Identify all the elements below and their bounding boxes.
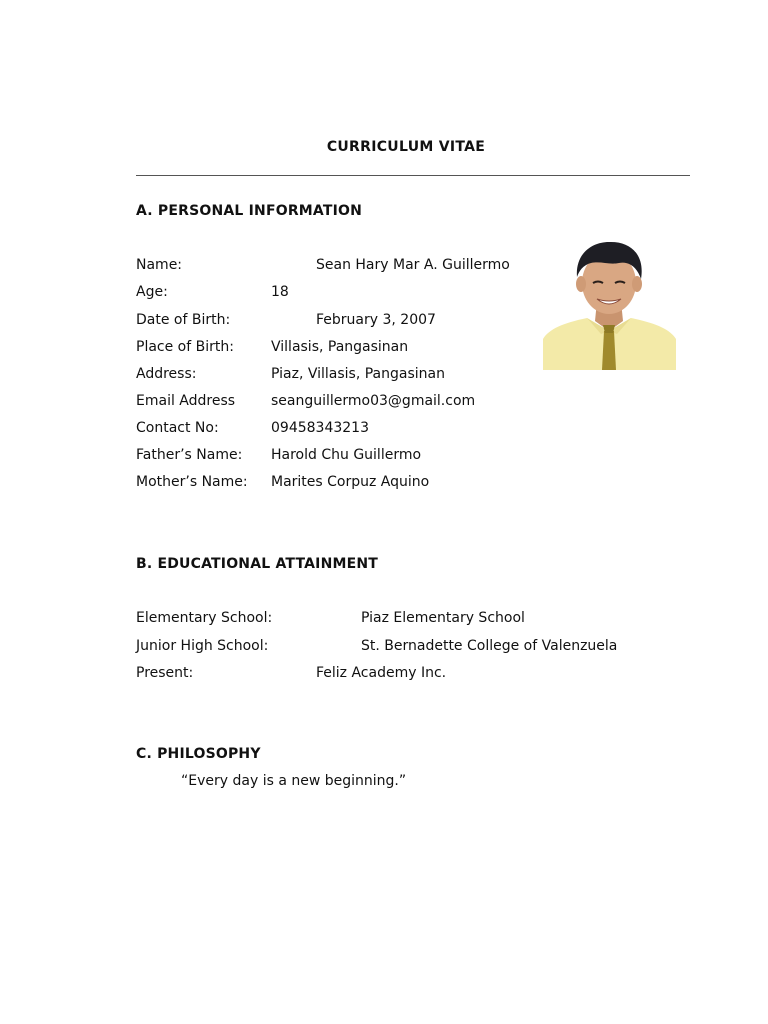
field-value: seanguillermo03@gmail.com: [271, 393, 476, 409]
field-value: Villasis, Pangasinan: [271, 339, 409, 355]
field-label: Mother’s Name:: [136, 474, 248, 490]
field-value: Piaz Elementary School: [361, 610, 525, 626]
profile-photo: [543, 239, 676, 370]
field-label: Contact No:: [136, 420, 219, 436]
field-value: February 3, 2007: [316, 312, 436, 328]
field-value: Feliz Academy Inc.: [316, 665, 447, 681]
field-value: 18: [271, 284, 289, 300]
field-label: Father’s Name:: [136, 447, 243, 463]
field-label: Age:: [136, 284, 168, 300]
title-divider: [136, 175, 690, 176]
philosophy-heading: C. PHILOSOPHY: [136, 746, 261, 762]
field-label: Present:: [136, 665, 194, 681]
personal-info-heading: A. PERSONAL INFORMATION: [136, 203, 363, 219]
field-label: Name:: [136, 257, 183, 273]
education-heading: B. EDUCATIONAL ATTAINMENT: [136, 556, 379, 572]
field-label: Email Address: [136, 393, 236, 409]
field-value: Harold Chu Guillermo: [271, 447, 422, 463]
field-value: Piaz, Villasis, Pangasinan: [271, 366, 445, 382]
document-title: CURRICULUM VITAE: [326, 139, 486, 155]
field-label: Elementary School:: [136, 610, 273, 626]
field-value: Marites Corpuz Aquino: [271, 474, 430, 490]
field-label: Place of Birth:: [136, 339, 234, 355]
field-value: Sean Hary Mar A. Guillermo: [316, 257, 510, 273]
philosophy-quote: “Every day is a new beginning.”: [181, 773, 407, 789]
field-label: Junior High School:: [136, 638, 269, 654]
field-value: 09458343213: [271, 420, 369, 436]
field-label: Date of Birth:: [136, 312, 231, 328]
field-value: St. Bernadette College of Valenzuela: [361, 638, 618, 654]
field-label: Address:: [136, 366, 197, 382]
